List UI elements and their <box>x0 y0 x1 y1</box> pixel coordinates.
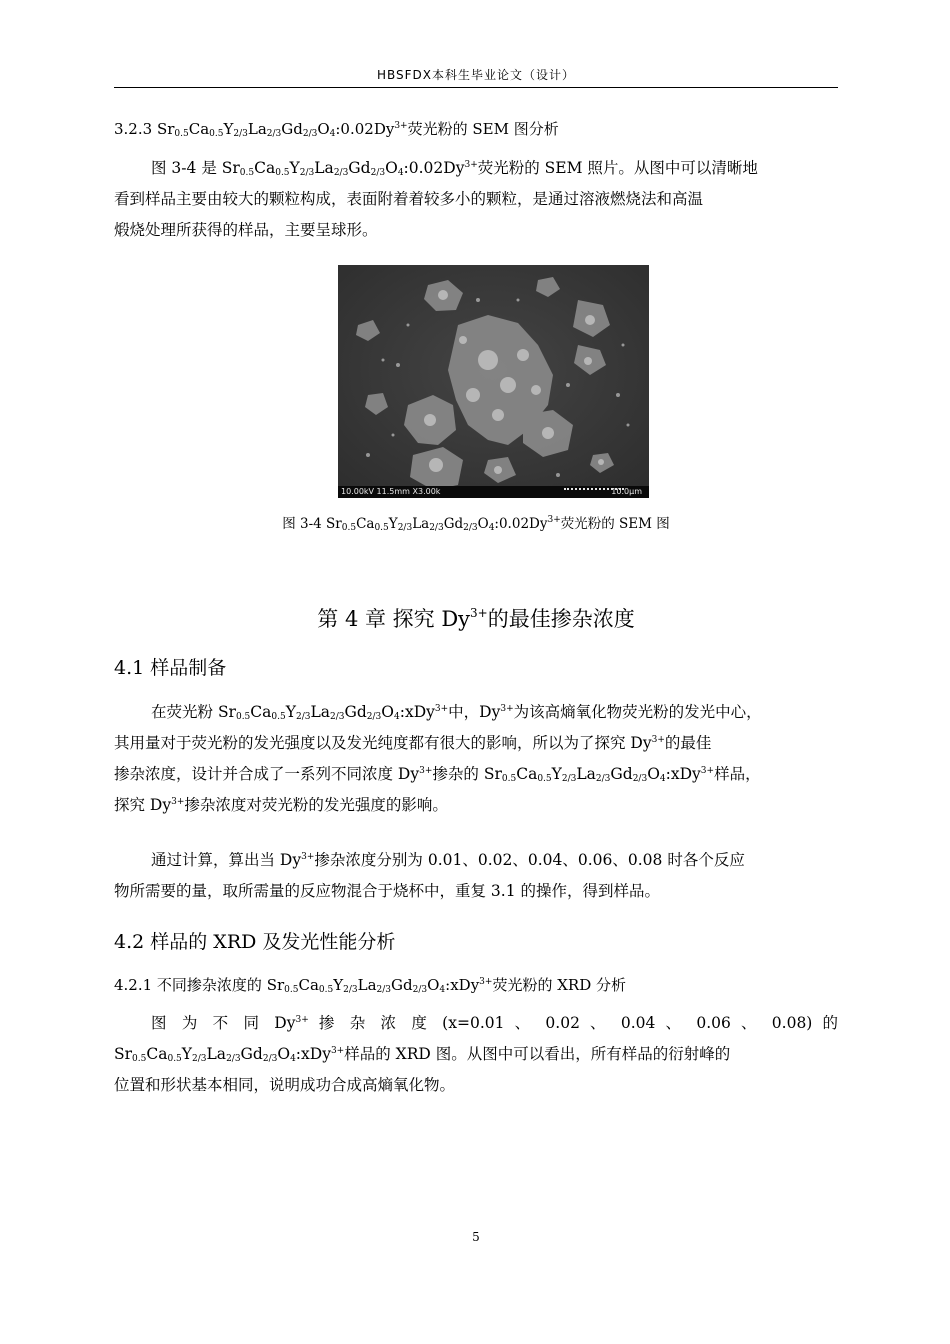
formula: $Sr_{0.5}Ca_{0.5}Y_{2/3}La_{2/3}Gd_{2/3}O_4:0.02Dy^{3+}$ <box>221 159 478 178</box>
formula: $Sr_{0.5}Ca_{0.5}Y_{2/3}La_{2/3}Gd_{2/3}O_4:0.02Dy^{3+}$ <box>326 515 561 533</box>
formula: $Sr_{0.5}Ca_{0.5}Y_{2/3}La_{2/3}Gd_{2/3}O_4:xDy^{3+}$ <box>217 703 449 722</box>
figure-caption: 图 3-4 $Sr_{0.5}Ca_{0.5}Y_{2/3}La_{2/3}Gd_{2/3}O_4:0.02Dy^{3+}$荧光粉的 SEM 图 <box>282 515 670 533</box>
section-heading-4-2-1: 4.2.1 不同掺杂浓度的 $Sr_{0.5}Ca_{0.5}Y_{2/3}La_{2/3}Gd_{2/3}O_4:xDy^{3+}$荧光粉的 XRD 分析 <box>114 976 626 995</box>
section-heading-4-2: 4.2 样品的 XRD 及发光性能分析 <box>114 931 396 953</box>
page-number: 5 <box>472 1230 480 1244</box>
section-heading-4-1: 4.1 样品制备 <box>114 657 227 679</box>
paragraph-sample-preparation: 在荧光粉 $Sr_{0.5}Ca_{0.5}Y_{2/3}La_{2/3}Gd_{2/3}O_4:xDy^{3+}$中，$Dy^{3+}$为该高熵氧化物荧光粉的发光中心， 其用量对于荧光粉的发光强度以及发光纯度都有很大的影响，所以为了探究 $Dy^{3+}$的最佳 掺杂浓度，设计并合成了一系列不同浓度 $Dy^{3+}$掺杂的 $Sr_{0.5}Ca_{0.5}Y_{2/3}La_{2/3}Gd_{2/3}O_4:xDy^{3+}$样品， 探究 $Dy^{3+}$掺杂浓度对荧光粉的发光强度的影响。 <box>114 703 762 814</box>
paragraph-sem-description: 图 3-4 是 $Sr_{0.5}Ca_{0.5}Y_{2/3}La_{2/3}Gd_{2/3}O_4:0.02Dy^{3+}$荧光粉的 SEM 照片。从图中可以清晰地 看到样品主要由较大的颗粒构成，表面附着着较多小的颗粒，是通过溶液燃烧法和高温 煅烧处理所获得的样品，主要呈球形。 <box>114 159 758 239</box>
sem-acquisition-info: 10.00kV 11.5mm X3.00k <box>341 487 441 496</box>
formula: $Sr_{0.5}Ca_{0.5}Y_{2/3}La_{2/3}Gd_{2/3}O_4:xDy^{3+}$ <box>266 976 493 995</box>
formula: $Sr_{0.5}Ca_{0.5}Y_{2/3}La_{2/3}Gd_{2/3}O_4:0.02Dy^{3+}$ <box>156 120 408 139</box>
formula: $Sr_{0.5}Ca_{0.5}Y_{2/3}La_{2/3}Gd_{2/3}O_4:xDy^{3+}$ <box>114 1045 345 1064</box>
sem-image <box>338 265 649 498</box>
header-rule <box>114 87 838 88</box>
sem-scale-label: 10.0μm <box>611 487 642 496</box>
section-heading-3-2-3: 3.2.3 $Sr_{0.5}Ca_{0.5}Y_{2/3}La_{2/3}Gd_{2/3}O_4:0.02Dy^{3+}$荧光粉的 SEM 图分析 <box>114 120 559 139</box>
paragraph-xrd: 图 为 不 同 $Dy^{3+}$ 掺 杂 浓 度 (x=0.01 、 0.02 、 0.04 、 0.06 、 0.08) 的 $Sr_{0.5}Ca_{0.5}Y_{2/3}La_{2/3}Gd_{2/3}O_4:xDy^{3+}$样品的 XRD 图。从图中可以看出，所有样品的衍射峰的 位置和形状基本相同，说明成功合成高熵氧化物。 <box>114 1014 838 1094</box>
sem-particles-graphic <box>338 265 649 498</box>
formula: $Sr_{0.5}Ca_{0.5}Y_{2/3}La_{2/3}Gd_{2/3}O_4:xDy^{3+}$ <box>483 765 715 784</box>
chapter-title: 第 4 章 探究 $Dy^{3+}$的最佳掺杂浓度 <box>317 606 635 631</box>
paragraph-calculation: 通过计算，算出当 $Dy^{3+}$掺杂浓度分别为 0.01、0.02、0.04、0.06、0.08 时各个反应 物所需要的量，取所需量的反应物混合于烧杯中，重复 3.1 的操作，得到样品。 <box>114 851 745 900</box>
running-header: HBSFDX本科生毕业论文（设计） <box>376 68 576 82</box>
